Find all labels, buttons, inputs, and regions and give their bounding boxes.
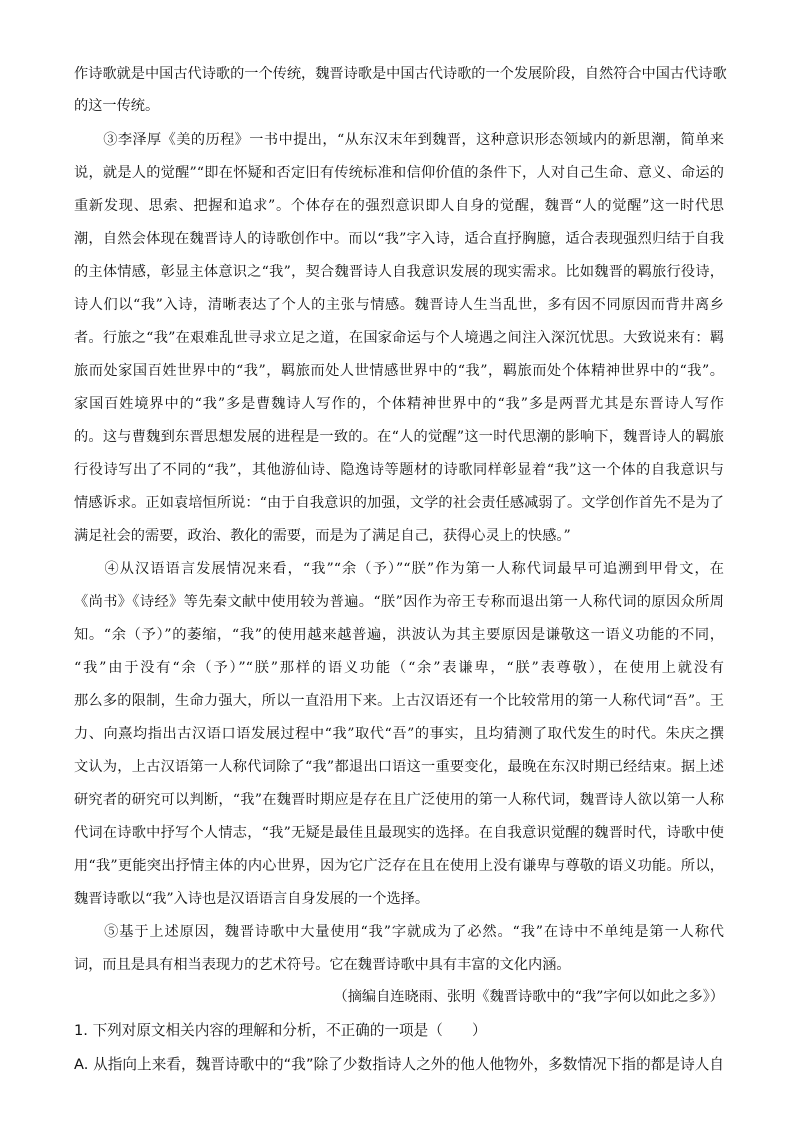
text-line: 用“我”更能突出抒情主体的内心世界，因为它广泛存在且在使用上没有谦卑与尊敬的语义功能。所以，: [74, 858, 724, 874]
text-line: 满足社会的需要，政治、教化的需要，而是为了满足自己，获得心灵上的快感。”: [74, 528, 571, 544]
text-line: ③李泽厚《美的历程》一书中提出，“从东汉末年到魏晋，这种意识形态领域内的新思潮，简单来: [74, 132, 724, 148]
text-line: 知。“余（予）”的萎缩，“我”的使用越来越普遍，洪波认为其主要原因是谦敬这一语义功能的不同，: [74, 627, 724, 643]
question-stem: 1. 下列对原文相关内容的理解和分析，不正确的一项是（ ）: [74, 1022, 487, 1039]
text-line: “我”由于没有“余（予）”“朕”那样的语义功能（“余”表谦卑，“朕”表尊敬），在使用上就没有: [74, 660, 724, 676]
text-line: 者。行旅之“我”在艰难乱世寻求立足之道，在国家命运与个人境遇之间注入深沉忧思。大致说来有：羁: [74, 330, 724, 346]
text-line: 词，而且是具有相当表现力的艺术符号。它在魏晋诗歌中具有丰富的文化内涵。: [74, 957, 571, 973]
text-line: 代词在诗歌中抒写个人情志，“我”无疑是最佳且最现实的选择。在自我意识觉醒的魏晋时代，诗歌中使: [74, 825, 724, 841]
text-line: 文认为，上古汉语第一人称代词除了“我”都退出口语这一重要变化，最晚在东汉时期已经结束。据上述: [74, 759, 724, 775]
text-line: ④从汉语语言发展情况来看，“我”“余（予）”“朕”作为第一人称代词最早可追溯到甲骨文，在: [74, 561, 724, 577]
option-a: A. 从指向上来看，魏晋诗歌中的“我”除了少数指诗人之外的他人他物外，多数情况下指的都是诗人自: [74, 1056, 724, 1073]
text-line: 的。这与曹魏到东晋思想发展的进程是一致的。在“人的觉醒”这一时代思潮的影响下，魏晋诗人的羁旅: [74, 429, 724, 445]
text-line: 魏晋诗歌以“我”入诗也是汉语语言自身发展的一个选择。: [74, 891, 430, 907]
text-line: 诗人们以“我”入诗，清晰表达了个人的主张与情感。魏晋诗人生当乱世，多有因不同原因而背井离乡: [74, 297, 724, 313]
text-line: 行役诗写出了不同的“我”，其他游仙诗、隐逸诗等题材的诗歌同样彰显着“我”这一个体的自我意识与: [74, 462, 724, 478]
source-citation: （摘编自连晓雨、张明《魏晋诗歌中的“我”字何以如此之多》）: [333, 989, 724, 1005]
text-line: 那么多的限制，生命力强大，所以一直沿用下来。上古汉语还有一个比较常用的第一人称代词“吾”。王: [74, 693, 724, 709]
text-line: 的主体情感，彰显主体意识之“我”，契合魏晋诗人自我意识发展的现实需求。比如魏晋的羁旅行役诗，: [74, 264, 724, 280]
text-line: 重新发现、思索、把握和追求”。个体存在的强烈意识即人自身的觉醒，魏晋“人的觉醒”这一时代思: [74, 198, 724, 214]
text-line: 研究者的研究可以判断，“我”在魏晋时期应是存在且广泛使用的第一人称代词，魏晋诗人欲以第一人称: [74, 792, 724, 808]
text-line: 说，就是人的觉醒”“即在怀疑和否定旧有传统标准和信仰价值的条件下，人对自己生命、意义、命运的: [74, 165, 724, 181]
text-line: 情感诉求。正如袁培恒所说：“由于自我意识的加强，文学的社会责任感减弱了。文学创作首先不是为了: [74, 495, 724, 511]
text-line: 旅而处家国百姓世界中的“我”，羁旅而处人世情感世界中的“我”，羁旅而处个体精神世界中的“我”。: [74, 363, 724, 379]
text-line: 作诗歌就是中国古代诗歌的一个传统，魏晋诗歌是中国古代诗歌的一个发展阶段，自然符合中国古代诗歌: [74, 66, 727, 82]
text-line: 的这一传统。: [74, 98, 160, 114]
text-line: 力、向熹均指出古汉语口语发展过程中“我”取代“吾”的事实，且均猜测了取代发生的时代。朱庆之撰: [74, 726, 724, 742]
text-line: ⑤基于上述原因，魏晋诗歌中大量使用“我”字就成为了必然。“我”在诗中不单纯是第一人称代: [74, 924, 724, 940]
text-line: 潮，自然会体现在魏晋诗人的诗歌创作中。而以“我”字入诗，适合直抒胸臆，适合表现强烈归结于自我: [74, 231, 724, 247]
text-line: 《尚书》《诗经》等先秦文献中使用较为普遍。“朕”因作为帝王专称而退出第一人称代词的原因众所周: [74, 594, 724, 610]
text-line: 家国百姓境界中的“我”多是曹魏诗人写作的，个体精神世界中的“我”多是两晋尤其是东晋诗人写作: [74, 396, 724, 412]
